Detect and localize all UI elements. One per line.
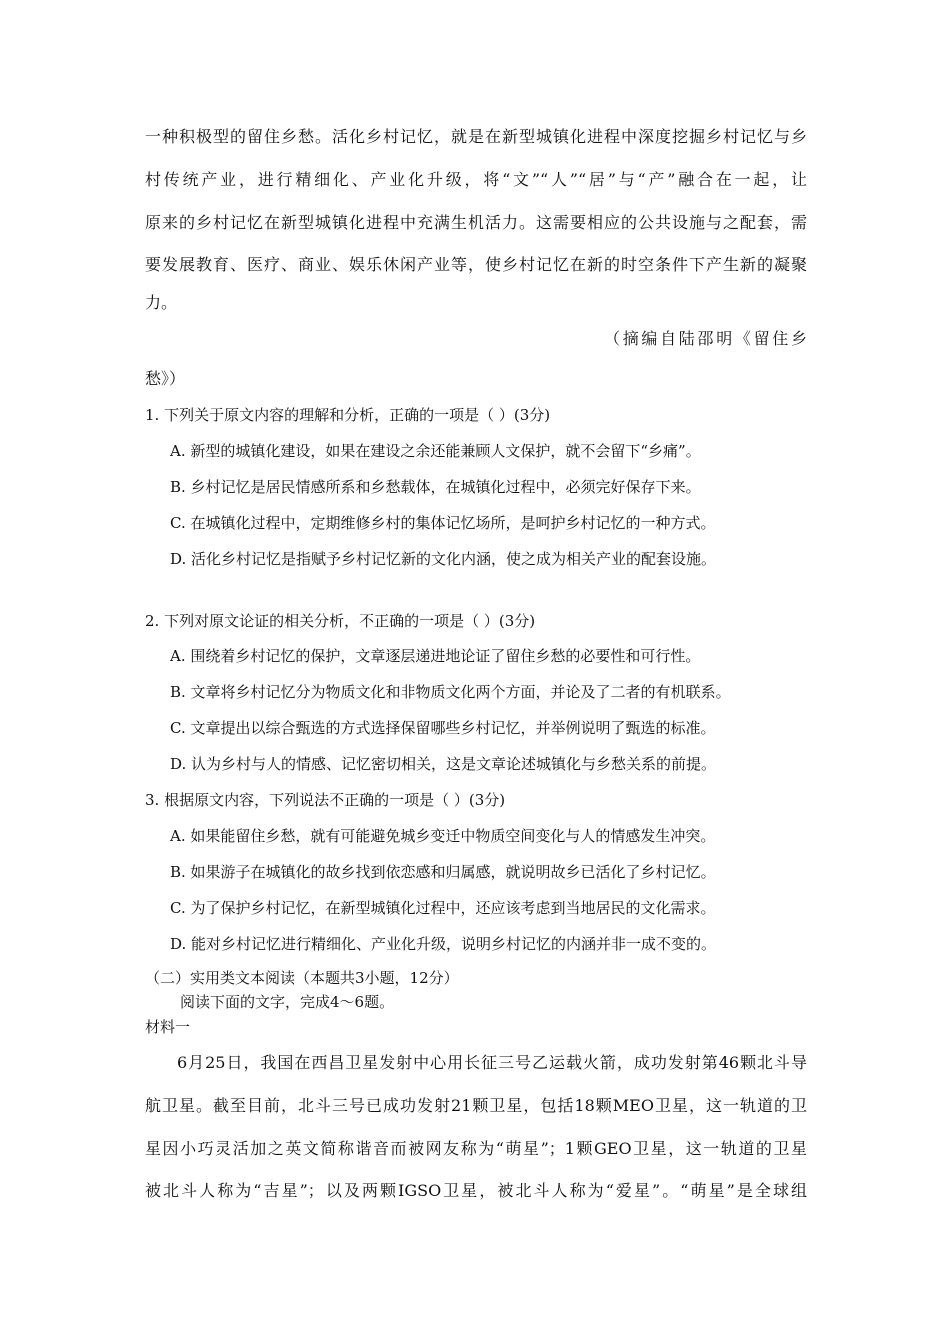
passage-line-5: 力。: [145, 293, 178, 312]
section-instruction: 阅读下面的文字，完成4～6题。: [180, 993, 395, 1011]
question-2-option-a: A. 围绕着乡村记忆的保护，文章逐层递进地论证了留住乡愁的必要性和可行性。: [170, 647, 701, 665]
question-2-option-c: C. 文章提出以综合甄选的方式选择保留哪些乡村记忆，并举例说明了甄选的标准。: [170, 719, 716, 737]
passage-line-2: 村传统产业，进行精细化、产业化升级，将“文”“人”“居”与“产”融合在一起，让: [145, 170, 807, 189]
question-3-option-c: C. 为了保护乡村记忆，在新型城镇化过程中，还应该考虑到当地居民的文化需求。: [170, 899, 716, 917]
question-3-option-d: D. 能对乡村记忆进行精细化、产业化升级，说明乡村记忆的内涵并非一成不变的。: [170, 935, 717, 953]
question-1-option-b: B. 乡村记忆是居民情感所系和乡愁载体，在城镇化过程中，必须完好保存下来。: [170, 478, 701, 496]
section-heading: （二）实用类文本阅读（本题共3小题，12分）: [145, 969, 459, 987]
passage-line-1: 一种积极型的留住乡愁。活化乡村记忆，就是在新型城镇化进程中深度挖掘乡村记忆与乡: [145, 127, 807, 146]
question-3-stem: 3. 根据原文内容，下列说法不正确的一项是（ ）(3分): [145, 791, 506, 809]
question-1-option-c: C. 在城镇化过程中，定期维修乡村的集体记忆场所，是呵护乡村记忆的一种方式。: [170, 514, 716, 532]
question-2-option-b: B. 文章将乡村记忆分为物质文化和非物质文化两个方面，并论及了二者的有机联系。: [170, 683, 731, 701]
question-1-option-a: A. 新型的城镇化建设，如果在建设之余还能兼顾人文保护，就不会留下“乡痛”。: [170, 442, 701, 460]
question-2-option-d: D. 认为乡村与人的情感、记忆密切相关，这是文章论述城镇化与乡愁关系的前提。: [170, 755, 717, 773]
material-line-1: 6月25日，我国在西昌卫星发射中心用长征三号乙运载火箭，成功发射第46颗北斗导: [177, 1053, 807, 1072]
question-2-stem: 2. 下列对原文论证的相关分析，不正确的一项是（ ）(3分): [145, 612, 536, 630]
material-line-2: 航卫星。截至目前，北斗三号已成功发射21颗卫星，包括18颗MEO卫星，这一轨道的卫: [145, 1096, 807, 1115]
material-label: 材料一: [145, 1018, 191, 1036]
question-1-option-d: D. 活化乡村记忆是指赋予乡村记忆新的文化内涵，使之成为相关产业的配套设施。: [170, 550, 717, 568]
material-line-3: 星因小巧灵活加之英文简称谐音而被网友称为“萌星”；1颗GEO卫星，这一轨道的卫星: [145, 1139, 807, 1158]
material-line-4: 被北斗人称为“吉星”；以及两颗IGSO卫星，被北斗人称为“爱星”。“萌星”是全球组: [145, 1181, 807, 1200]
question-1-stem: 1. 下列关于原文内容的理解和分析，正确的一项是（ ）(3分): [145, 406, 551, 424]
passage-line-4: 要发展教育、医疗、商业、娱乐休闲产业等，使乡村记忆在新的时空条件下产生新的凝聚: [145, 255, 807, 274]
question-3-option-a: A. 如果能留住乡愁，就有可能避免城乡变迁中物质空间变化与人的情感发生冲突。: [170, 827, 716, 845]
passage-line-3: 原来的乡村记忆在新型城镇化进程中充满生机活力。这需要相应的公共设施与之配套，需: [145, 213, 807, 232]
question-3-option-b: B. 如果游子在城镇化的故乡找到依恋感和归属感，就说明故乡已活化了乡村记忆。: [170, 863, 716, 881]
source-citation: （摘编自陆邵明《留住乡: [604, 329, 807, 348]
source-citation-cont: 愁》）: [145, 369, 186, 388]
